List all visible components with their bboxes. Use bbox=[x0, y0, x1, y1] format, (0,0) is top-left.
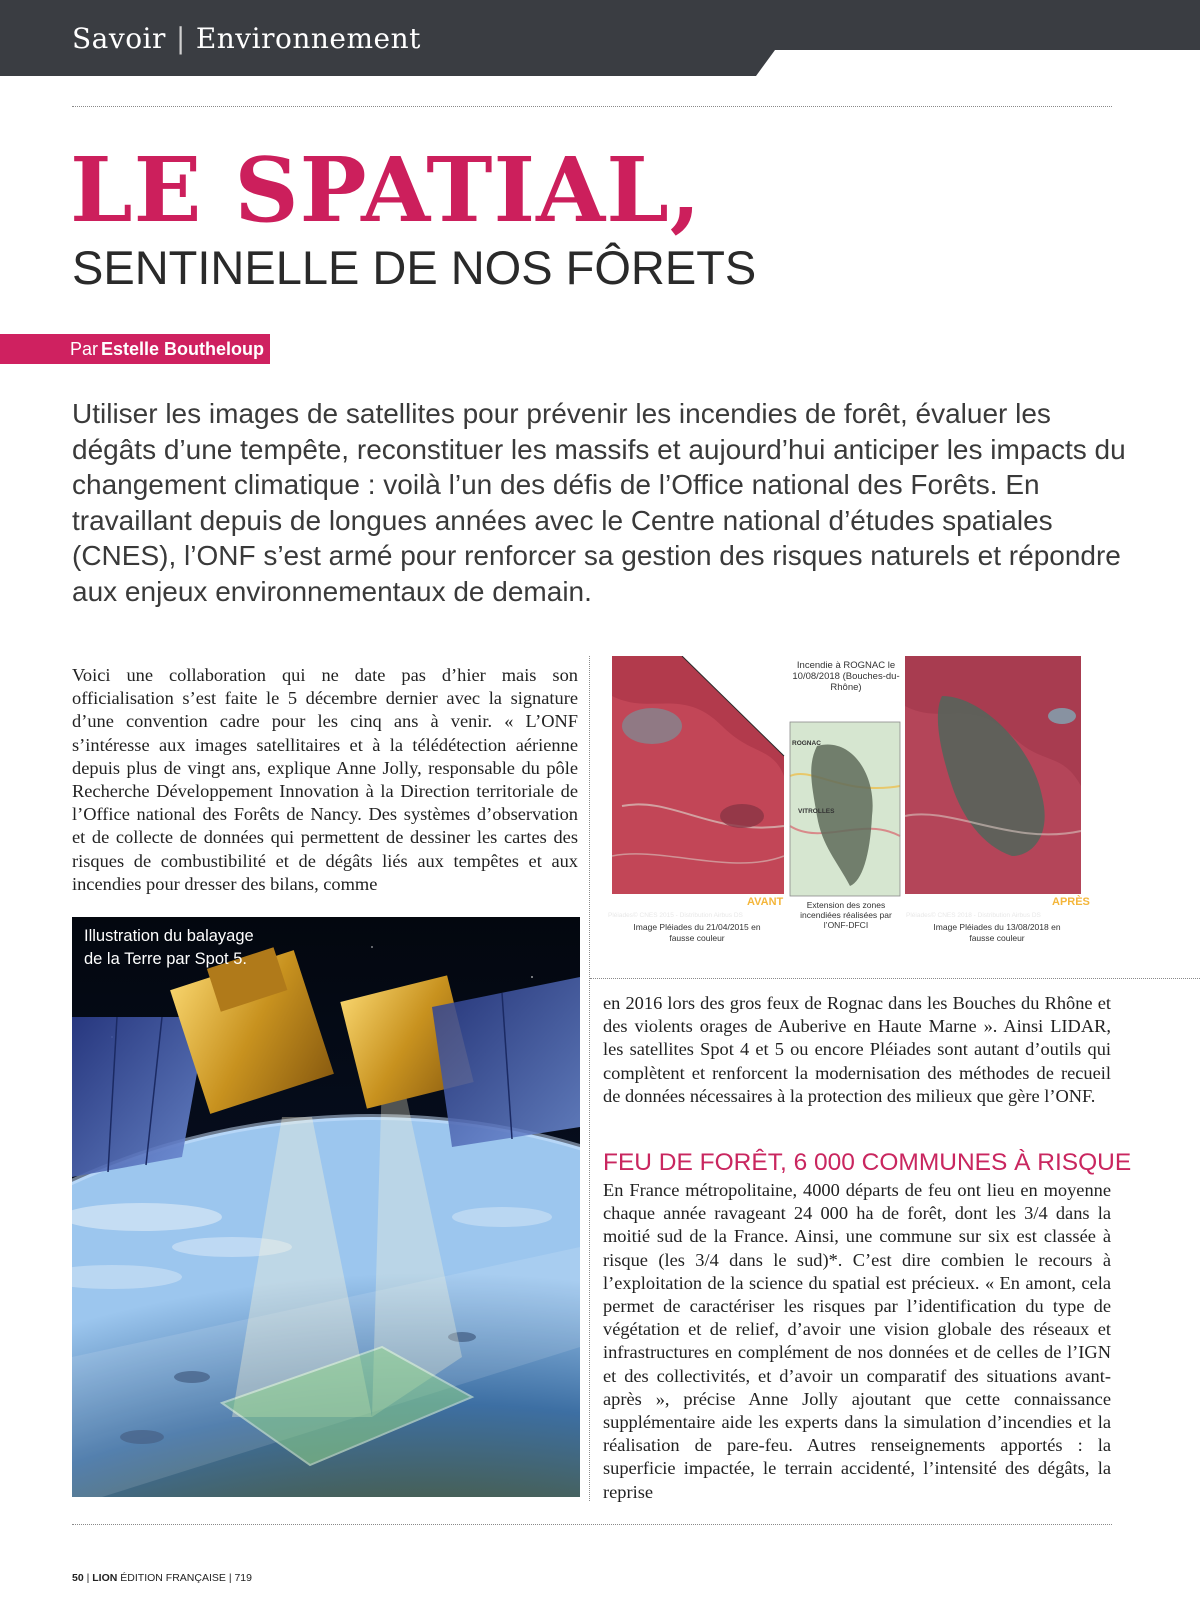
byline-prefix: Par bbox=[70, 339, 99, 359]
body-column-1: Voici une collaboration qui ne date pas d’hier mais son officialisation s’est faite le 5 décembre dernier avec la signature d’une convention cadre pour les cinq ans à venir. « L’ONF s’intéresse aux images satellitaires et à la télédétection aérienne depuis plus de vingt ans, explique Anne Jolly, responsable du pôle Recherche Développement Innovation à la Direction territoriale de l’Office national des Forêts de Nancy. Des systèmes d’observation et de collecte de données qui permettent de dessiner les cartes des risques de combustibilité et de dégâts liés aux tempêtes et aux incendies pour dresser des bilans, comme bbox=[72, 665, 578, 894]
map-panel-before bbox=[612, 656, 784, 894]
page-number: 50 bbox=[72, 1572, 84, 1584]
map-center-caption: Extension des zones incendiées réalisées par l’ONF-DFCI bbox=[800, 900, 892, 930]
magazine-name: LION bbox=[92, 1572, 118, 1584]
top-divider bbox=[72, 106, 1112, 107]
map-label-rognac: ROGNAC bbox=[792, 740, 821, 747]
header-separator: | bbox=[175, 22, 186, 55]
credit-before: Pléiades© CNES 2015 - Distribution Airbus DS bbox=[608, 912, 743, 919]
bottom-divider bbox=[72, 1524, 1112, 1525]
figure-divider bbox=[590, 978, 1200, 979]
body-column-2: en 2016 lors des gros feux de Rognac dans les Bouches du Rhône et des violents orages de Auberive en Haute Marne ». Ainsi LIDAR, les satellites Spot 4 et 5 ou encore Pléiades sont autant d’outils qui complètent et renforcent la modernisation des méthodes de recueil de données nécessaires à la protection des milieux que gère l’ONF. bbox=[603, 993, 1111, 1106]
article-subtitle: SENTINELLE DE NOS FÔRETS bbox=[72, 241, 757, 294]
fire-map-figure bbox=[608, 656, 1102, 948]
credit-after: Pléiades© CNES 2018 - Distribution Airbus DS bbox=[906, 912, 1041, 919]
footer-separator: | bbox=[86, 1572, 90, 1584]
map-panel-after bbox=[905, 656, 1081, 894]
satellite-illustration bbox=[72, 917, 580, 1497]
byline-author: Estelle Boutheloup bbox=[101, 339, 265, 359]
footer-separator-2: | bbox=[228, 1572, 232, 1584]
caption-after: Image Pléiades du 13/08/2018 en fausse couleur bbox=[933, 922, 1061, 943]
section-header bbox=[72, 22, 421, 55]
satellite-illustration-art bbox=[72, 917, 580, 1497]
category-name: Environnement bbox=[195, 22, 421, 55]
section-subheading: FEU DE FORÊT, 6 000 COMMUNES À RISQUE bbox=[603, 1149, 1132, 1176]
issue-number: 719 bbox=[234, 1572, 252, 1584]
article-title: LE SPATIAL, bbox=[70, 137, 702, 242]
column-divider bbox=[589, 656, 590, 1501]
map-center-title: Incendie à ROGNAC le 10/08/2018 (Bouches-du-Rhône) bbox=[792, 660, 900, 693]
page-footer bbox=[72, 1572, 252, 1584]
caption-before: Image Pléiades du 21/04/2015 en fausse couleur bbox=[633, 922, 761, 943]
article-lead: Utiliser les images de satellites pour prévenir les incendies de forêt, évaluer les dégâts d’une tempête, reconstituer les massifs et aujourd’hui anticiper les impacts du changement climatique : voilà l’un des défis de l’Office national des Forêts. En travaillant depuis de longues années avec le Centre national d’études spatiales (CNES), l’ONF s’est armé pour renforcer sa gestion des risques naturels et répondre aux enjeux environnementaux de demain. bbox=[72, 398, 1126, 607]
label-after: APRÈS bbox=[1052, 896, 1090, 908]
byline bbox=[0, 334, 270, 364]
edition-name: ÉDITION FRANÇAISE bbox=[120, 1572, 226, 1584]
body-column-2-continued: En France métropolitaine, 4000 départs de feu ont lieu en moyenne chaque année ravageant 24 000 ha de forêt, dont les 3/4 dans la moitié sud de la France. Ainsi, une commune sur six est classée à risque (les 3/4 dans le sud)*. C’est dire combien le recours à l’exploitation de la science du spatial est précieux. « En amont, cela permet de caractériser les risques par l’identification du type de végétation et de relief, d’avoir une vision globale des réseaux et infrastructures en complément de nos données et de celles de l’IGN et des collectivités, et d’avoir un comparatif des situations avant-après », précise Anne Jolly ajoutant que cette connaissance supplémentaire aide les experts dans la simulation d’incendies et la réalisation de pare-feu. Autres renseignements apportés : la superficie impactée, le terrain accidenté, l’intensité des dégâts, la reprise bbox=[603, 1180, 1111, 1502]
satellite-caption: Illustration du balayage de la Terre par Spot 5. bbox=[84, 927, 254, 968]
map-label-vitrolles: VITROLLES bbox=[798, 808, 835, 815]
label-before: AVANT bbox=[747, 896, 784, 908]
section-name: Savoir bbox=[72, 22, 166, 55]
